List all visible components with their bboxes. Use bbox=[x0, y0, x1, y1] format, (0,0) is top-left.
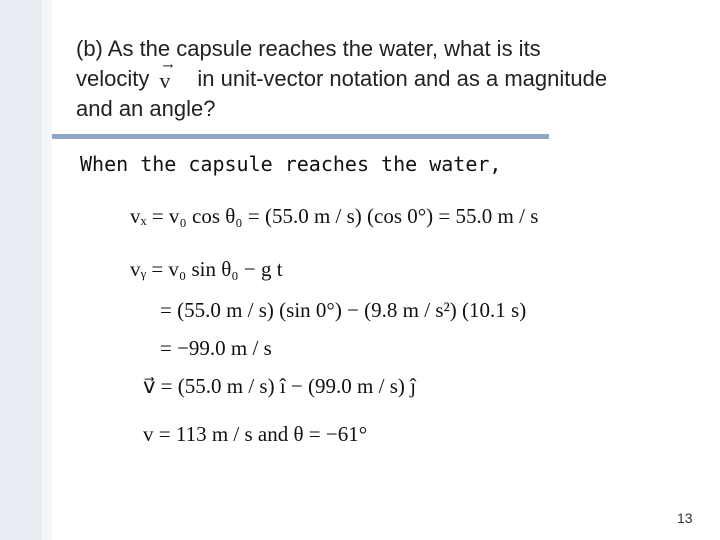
vector-letter: v bbox=[159, 68, 171, 93]
question-line-2-end: in unit-vector notation and as a magnitude bbox=[197, 66, 608, 91]
title-divider bbox=[52, 134, 549, 139]
equation-vy: vᵧ = v₀ sin θ₀ − g t bbox=[130, 257, 283, 281]
page-number: 13 bbox=[677, 510, 693, 526]
equation-vy-substituted: = (55.0 m / s) (sin 0°) − (9.8 m / s²) (10.1 s) bbox=[160, 298, 527, 322]
question-text bbox=[76, 34, 706, 124]
side-decoration-strip-light bbox=[42, 0, 52, 540]
side-decoration-strip bbox=[0, 0, 42, 540]
lead-text: When the capsule reaches the water, bbox=[80, 152, 502, 176]
vector-arrow-icon: → bbox=[162, 59, 174, 74]
equation-velocity-vector: v⃗ = (55.0 m / s) î − (99.0 m / s) ĵ bbox=[143, 374, 416, 398]
question-line-1: (b) As the capsule reaches the water, what is its bbox=[76, 36, 541, 61]
question-line-2 bbox=[76, 59, 706, 94]
question-line-2-start: velocity bbox=[76, 66, 150, 91]
equation-magnitude-angle: v = 113 m / s and θ = −61° bbox=[143, 422, 368, 446]
equation-vx: vₓ = v₀ cos θ₀ = (55.0 m / s) (cos 0°) = 55.0 m / s bbox=[130, 204, 539, 228]
question-line-3: and an angle? bbox=[76, 96, 216, 121]
velocity-vector-symbol bbox=[157, 59, 187, 93]
equation-vy-result: = −99.0 m / s bbox=[160, 336, 272, 360]
